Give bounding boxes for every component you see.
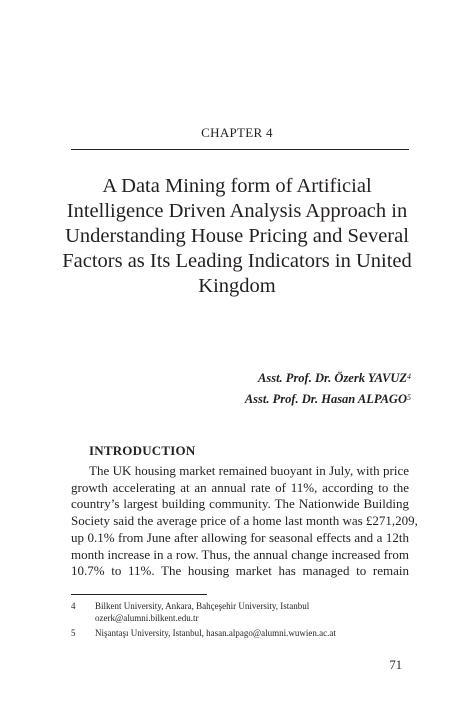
- footnote-line: Bilkent University, Ankara, Bahçeşehir University, Istanbul: [95, 601, 310, 611]
- chapter-title: [50, 174, 424, 299]
- footnote-line: ozerk@alumni.bilkent.edu.tr: [95, 612, 199, 623]
- footnote-text: [95, 601, 409, 624]
- chapter-label: CHAPTER 4: [201, 125, 273, 140]
- author-footnote-marker: 5: [407, 393, 411, 402]
- author-line: [245, 389, 411, 410]
- author-footnote-marker: 4: [407, 372, 411, 381]
- body-line: The UK housing market remained buoyant in July, with price: [89, 463, 409, 478]
- title-line: Understanding House Pricing and Several: [65, 225, 409, 247]
- body-line: up 0.1% from June after allowing for seasonal effects and a 12th: [71, 529, 409, 545]
- chapter-divider: [71, 149, 409, 150]
- body-line: country’s largest building community. The Nationwide Building: [71, 496, 409, 512]
- author-name: Asst. Prof. Dr. Hasan ALPAGO: [244, 392, 407, 406]
- page-number: 71: [389, 658, 402, 672]
- section-heading: INTRODUCTION: [89, 443, 196, 458]
- footnote-divider: [71, 594, 207, 595]
- footnote-number: 5: [71, 628, 76, 638]
- title-line: Kingdom: [198, 275, 276, 297]
- title-line: A Data Mining form of Artificial: [102, 175, 372, 197]
- body-line: growth accelerating at an annual rate of 11%, according to the: [71, 479, 409, 495]
- body-line: 10.7% to 11%. The housing market has managed to remain: [71, 563, 409, 579]
- footnote-line: Nişantaşı University, Istanbul, hasan.alpago@alumni.wuwien.ac.at: [95, 628, 336, 638]
- body-paragraph: [71, 463, 418, 580]
- author-block: [245, 368, 411, 410]
- author-line: [245, 368, 411, 389]
- footnote-text: [95, 628, 409, 640]
- author-name: Asst. Prof. Dr. Özerk YAVUZ: [258, 371, 407, 385]
- body-line: Society said the average price of a home last month was £271,209,: [71, 513, 418, 529]
- title-line: Intelligence Driven Analysis Approach in: [66, 200, 408, 222]
- title-line: Factors as Its Leading Indicators in United: [62, 250, 412, 272]
- body-line: month increase in a row. Thus, the annual change increased from: [71, 546, 409, 562]
- footnote-number: 4: [71, 601, 76, 611]
